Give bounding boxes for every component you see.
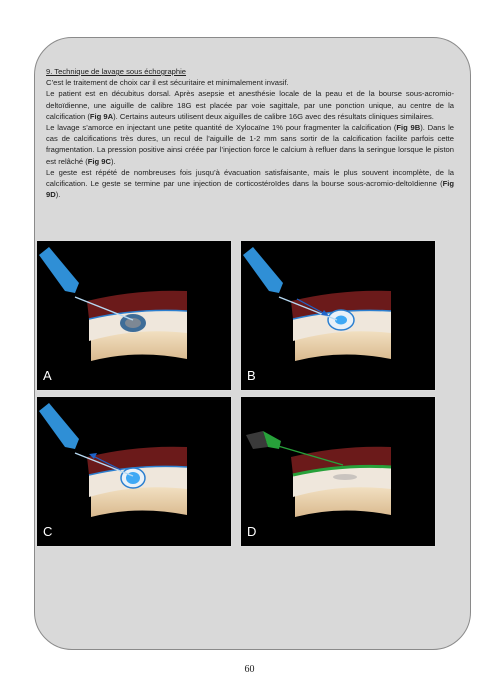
residual-calcification — [333, 474, 357, 480]
shoulder-illustration — [241, 241, 436, 391]
text-run: ). — [55, 190, 61, 200]
syringe-body — [243, 247, 283, 293]
figure-9d — [240, 396, 436, 547]
figure-9a — [36, 240, 232, 391]
figure-9c — [36, 396, 232, 547]
figure-label: D — [247, 524, 257, 539]
syringe-body — [39, 247, 79, 293]
shoulder-illustration — [37, 241, 232, 391]
shoulder-illustration — [241, 397, 436, 547]
text-run: ). Dans le cas de calcifications très dures, un recul de l’aiguille de 1-2 mm sans sortir de la calcification facilite parfois cette fragmentation. La pression positive ainsi créée par l’injection force le calcium à refluer dans la seringue lorsque le piston est relâché ( — [46, 123, 454, 166]
figure-reference: Fig 9B — [396, 123, 421, 133]
text-run: Le patient est en décubitus dorsal. Après asepsie et anesthésie locale de la peau et de la bourse sous-acromio-deltoïdienne, une aiguille de calibre 18G est placée par voie sagittale, par une ponction unique, au centre de la calcification ( — [46, 89, 454, 121]
figure-reference: Fig 9A — [89, 111, 114, 121]
section-text — [46, 66, 454, 200]
paragraph — [46, 88, 454, 122]
text-run: Le lavage s’amorce en injectant une petite quantité de Xylocaïne 1% pour fragmenter la calcification ( — [46, 123, 397, 133]
shoulder-illustration — [37, 397, 232, 547]
figure-9b — [240, 240, 436, 391]
text-run: ). Certains auteurs utilisent deux aiguilles de calibre 16G avec des résultats cliniques similaires. — [113, 111, 434, 121]
figure-label: A — [43, 368, 52, 383]
paragraph — [46, 77, 454, 88]
paragraph — [46, 122, 454, 167]
section-heading: 9. Technique de lavage sous échographie — [46, 67, 187, 76]
figure-label: C — [43, 524, 53, 539]
paragraph — [46, 167, 454, 201]
syringe-body — [39, 403, 79, 449]
text-run: Le geste est répété de nombreuses fois jusqu’à évacuation satisfaisante, mais le plus souvent incomplète, de la calcification. Le geste se termine par une injection de corticostéroïdes dans la bourse sous-acromio-deltoïdienne ( — [46, 167, 454, 189]
figure-reference: Fig 9D — [46, 179, 454, 200]
figure-label: B — [247, 368, 256, 383]
figure-reference: Fig 9C — [87, 156, 112, 166]
text-run: ). — [111, 156, 116, 166]
paragraphs — [46, 77, 454, 200]
text-run: C’est le traitement de choix car il est sécuritaire et minimalement invasif. — [46, 78, 289, 88]
page-number: 60 — [244, 664, 255, 675]
